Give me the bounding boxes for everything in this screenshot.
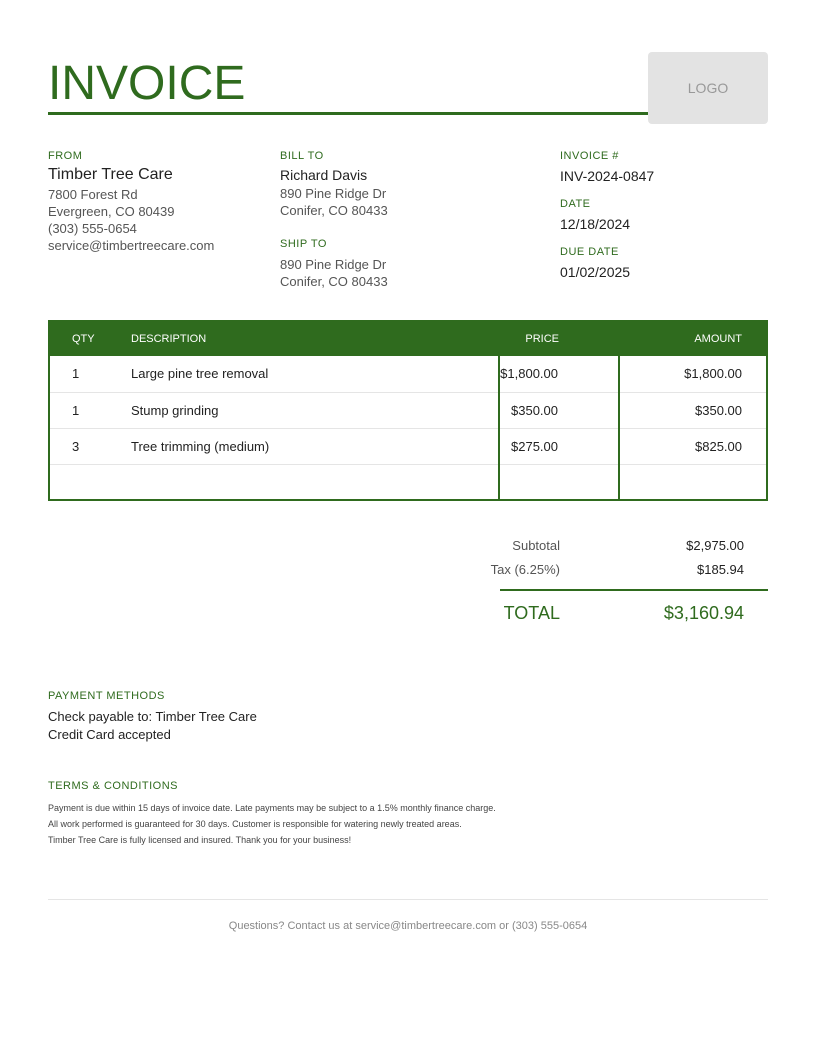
qty-cell: 1	[49, 356, 121, 392]
logo-placeholder: LOGO	[648, 52, 768, 124]
ship-to-address2: Conifer, CO 80433	[280, 274, 388, 289]
title-divider	[48, 112, 648, 115]
tax-value: $185.94	[697, 562, 744, 577]
payment-line: Credit Card accepted	[48, 727, 171, 742]
tax-label: Tax (6.25%)	[490, 562, 560, 577]
from-name: Timber Tree Care	[48, 166, 173, 183]
price-cell: $1,800.00	[499, 356, 619, 392]
subtotal-value: $2,975.00	[686, 538, 744, 553]
date-label: DATE	[560, 198, 591, 210]
description-cell	[121, 464, 499, 500]
description-cell: Tree trimming (medium)	[121, 428, 499, 464]
qty-cell	[49, 464, 121, 500]
amount-cell: $350.00	[619, 392, 767, 428]
price-cell: $275.00	[499, 428, 619, 464]
qty-cell: 1	[49, 392, 121, 428]
price-cell: $350.00	[499, 392, 619, 428]
bill-to-address1: 890 Pine Ridge Dr	[280, 186, 387, 201]
invoice-title: INVOICE	[48, 57, 246, 110]
table-row	[49, 392, 767, 428]
terms-text	[48, 800, 496, 848]
table-row	[49, 428, 767, 464]
qty-cell: 3	[49, 428, 121, 464]
terms-line: Payment is due within 15 days of invoice date. Late payments may be subject to a 1.5% monthly finance charge.	[48, 803, 496, 813]
total-divider	[500, 589, 768, 591]
amount-cell: $1,800.00	[619, 356, 767, 392]
amount-cell	[619, 464, 767, 500]
table-row	[49, 464, 767, 500]
description-header: DESCRIPTION	[121, 321, 499, 356]
ship-to-section	[280, 238, 388, 290]
terms-line: All work performed is guaranteed for 30 days. Customer is responsible for watering newly treated areas.	[48, 819, 462, 829]
invoice-number: INV-2024-0847	[560, 168, 655, 184]
from-email: service@timbertreecare.com	[48, 238, 215, 253]
amount-header: AMOUNT	[619, 321, 767, 356]
bill-to-label: BILL TO	[280, 150, 324, 162]
payment-methods	[48, 708, 257, 744]
terms-line: Timber Tree Care is fully licensed and insured. Thank you for your business!	[48, 835, 352, 845]
description-cell: Stump grinding	[121, 392, 499, 428]
qty-header: QTY	[49, 321, 121, 356]
subtotal-label: Subtotal	[512, 538, 560, 553]
price-header: PRICE	[499, 321, 619, 356]
from-address2: Evergreen, CO 80439	[48, 204, 175, 219]
from-label: FROM	[48, 150, 83, 162]
footer-contact: Questions? Contact us at service@timbertreecare.com or (303) 555-0654	[228, 920, 588, 932]
price-cell	[499, 464, 619, 500]
payment-line: Check payable to: Timber Tree Care	[48, 709, 257, 724]
line-items-table	[48, 320, 768, 501]
bill-to-name: Richard Davis	[280, 167, 368, 183]
total-value: $3,160.94	[663, 603, 744, 623]
amount-cell: $825.00	[619, 428, 767, 464]
from-address1: 7800 Forest Rd	[48, 187, 138, 202]
footer-divider	[48, 899, 768, 900]
ship-to-label: SHIP TO	[280, 238, 327, 250]
due-date: 01/02/2025	[560, 264, 631, 280]
from-section	[48, 150, 214, 254]
table-header-row	[49, 321, 767, 356]
table-row	[49, 356, 767, 392]
bill-to-section	[280, 150, 388, 219]
terms-label: TERMS & CONDITIONS	[48, 780, 179, 792]
due-date-label: DUE DATE	[560, 246, 619, 258]
payment-methods-label: PAYMENT METHODS	[48, 690, 165, 702]
total-label: TOTAL	[503, 603, 560, 623]
description-cell: Large pine tree removal	[121, 356, 499, 392]
bill-to-address2: Conifer, CO 80433	[280, 203, 388, 218]
from-phone: (303) 555-0654	[48, 221, 137, 236]
invoice-number-label: INVOICE #	[560, 150, 619, 162]
ship-to-address1: 890 Pine Ridge Dr	[280, 257, 387, 272]
invoice-date: 12/18/2024	[560, 216, 631, 232]
